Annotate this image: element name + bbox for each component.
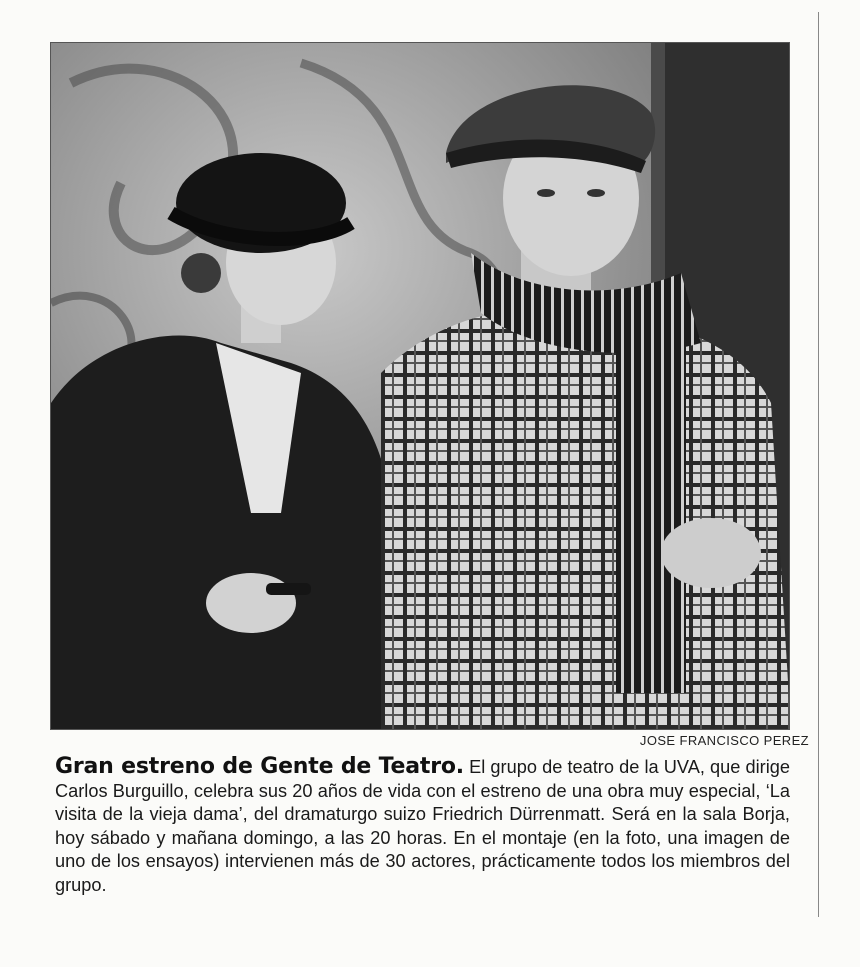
news-photo bbox=[50, 42, 790, 730]
photo-caption bbox=[55, 755, 790, 898]
photo-credit: JOSE FRANCISCO PEREZ bbox=[639, 733, 809, 748]
caption-headline: Gran estreno de Gente de Teatro. bbox=[55, 754, 464, 779]
photo-illustration bbox=[51, 43, 790, 730]
column-rule bbox=[818, 12, 819, 917]
caption-body: El grupo de teatro de la UVA, que dirige Carlos Burguillo, celebra sus 20 años de vida con el estreno de una obra muy especial, ‘La visita de la vieja dama’, del dramaturgo suizo Friedrich Dürrenmatt. Será en la sala Borja, hoy sábado y mañana domingo, a las 20 horas. En el montaje (en la foto, una imagen de uno de los ensayos) intervienen más de 30 actores, prácticamente todos los miembros del grupo. bbox=[55, 757, 790, 895]
